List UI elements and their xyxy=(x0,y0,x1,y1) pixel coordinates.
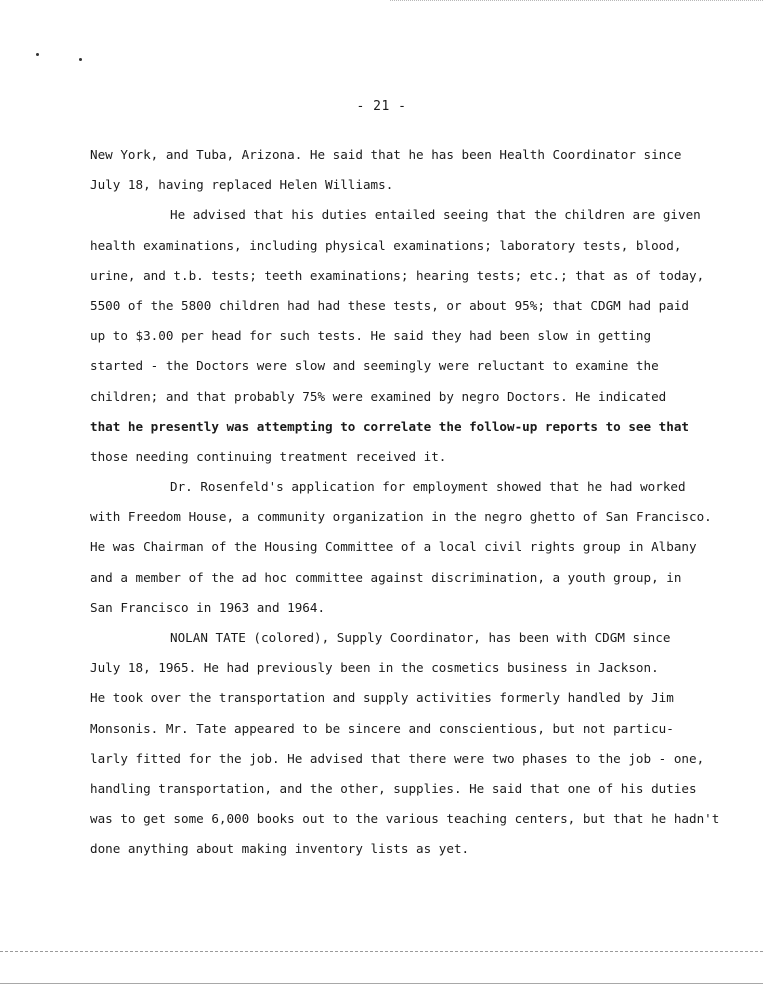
text-line: Dr. Rosenfeld's application for employment showed that he had worked xyxy=(170,479,686,495)
text-line: He took over the transportation and supply activities formerly handled by Jim xyxy=(90,690,674,706)
text-line: up to $3.00 per head for such tests. He said they had been slow in getting xyxy=(90,328,652,344)
text-line: July 18, 1965. He had previously been in the cosmetics business in Jackson. xyxy=(90,660,659,676)
text-line: handling transportation, and the other, supplies. He said that one of his duties xyxy=(90,780,697,796)
text-line: and a member of the ad hoc committee against discrimination, a youth group, in xyxy=(90,569,682,585)
text-line: He advised that his duties entailed seeing that the children are given xyxy=(170,207,701,223)
document-body xyxy=(90,140,740,865)
text-line: children; and that probably 75% were examined by negro Doctors. He indicated xyxy=(90,388,667,404)
text-line: urine, and t.b. tests; teeth examinations; hearing tests; etc.; that as of today, xyxy=(90,267,705,283)
text-line: started - the Doctors were slow and seemingly were reluctant to examine the xyxy=(90,358,659,374)
text-line: NOLAN TATE (colored), Supply Coordinator, has been with CDGM since xyxy=(170,630,671,645)
scan-speck xyxy=(79,58,82,61)
text-line: 5500 of the 5800 children had had these tests, or about 95%; that CDGM had paid xyxy=(90,297,689,313)
text-line: with Freedom House, a community organization in the negro ghetto of San Francisco. xyxy=(90,509,712,525)
text-line: New York, and Tuba, Arizona. He said that he has been Health Coordinator since xyxy=(90,147,682,162)
text-line: larly fitted for the job. He advised that there were two phases to the job - one, xyxy=(90,750,705,766)
scan-speck xyxy=(36,53,39,56)
text-line: Monsonis. Mr. Tate appeared to be sincere and conscientious, but not particu- xyxy=(90,720,674,736)
scan-artifact-line xyxy=(0,951,763,953)
scan-artifact-line xyxy=(0,983,763,985)
text-line: health examinations, including physical examinations; laboratory tests, blood, xyxy=(90,237,682,253)
text-line: July 18, having replaced Helen Williams. xyxy=(90,177,394,193)
text-line: that he presently was attempting to correlate the follow-up reports to see that xyxy=(90,418,689,434)
text-line: was to get some 6,000 books out to the various teaching centers, but that he hadn't xyxy=(90,811,720,827)
top-dotted-edge xyxy=(390,0,763,3)
page-number: - 21 - xyxy=(356,99,407,114)
text-line: San Francisco in 1963 and 1964. xyxy=(90,599,326,615)
text-line: done anything about making inventory lists as yet. xyxy=(90,841,470,857)
text-line: those needing continuing treatment received it. xyxy=(90,448,447,464)
text-line: He was Chairman of the Housing Committee of a local civil rights group in Albany xyxy=(90,539,697,555)
